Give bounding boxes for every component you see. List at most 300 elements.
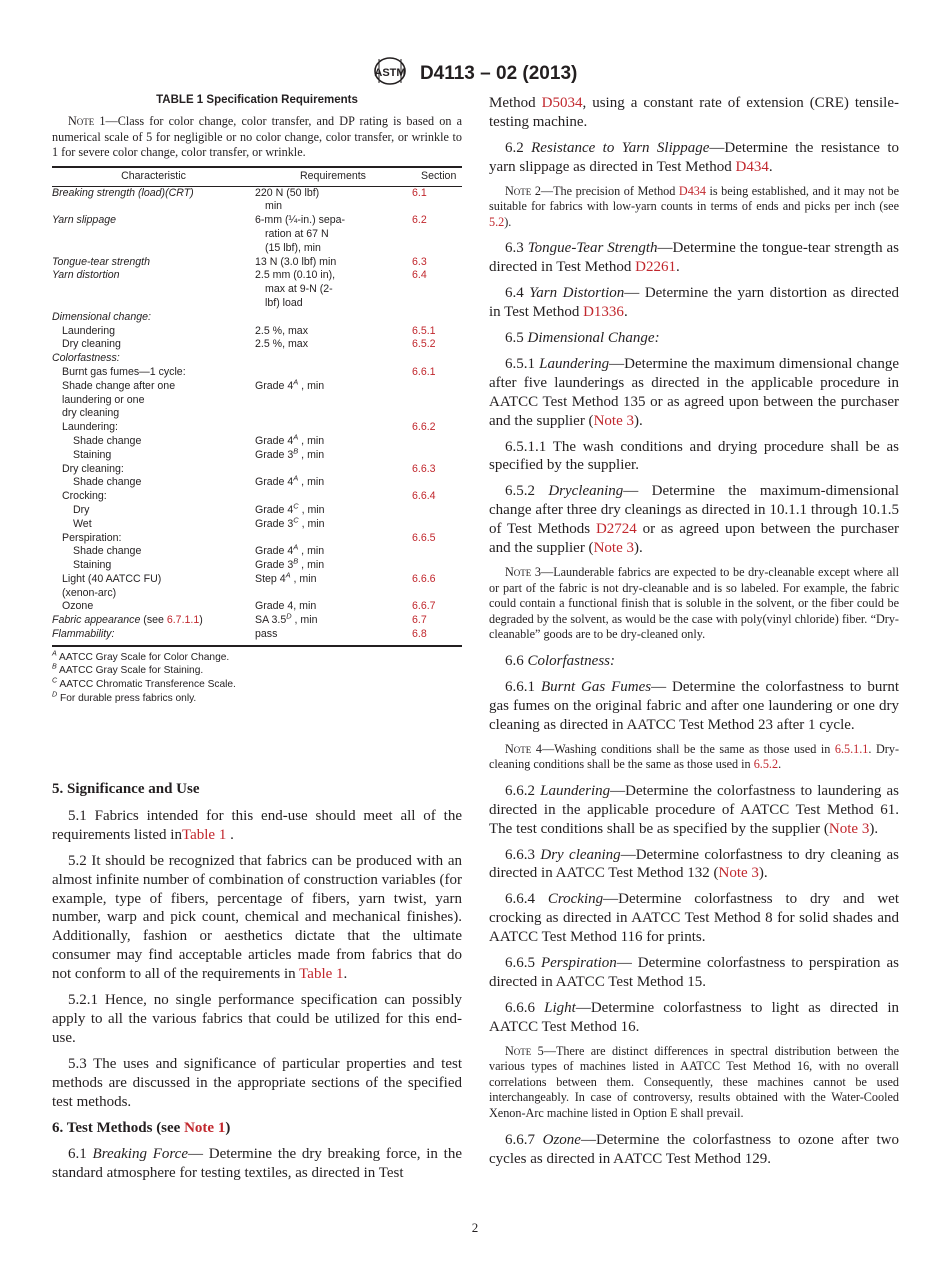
text-run: 6.6.7 [505,1131,543,1148]
body-paragraph [489,890,899,947]
text-run: Light [544,999,576,1016]
requirement-cell [255,421,411,435]
requirement-cell [255,432,411,449]
text-run: , min [298,448,325,461]
text-run: . [768,158,773,175]
requirement-cell [255,338,411,352]
text-run: Burnt gas fumes—1 cycle: [62,365,186,378]
cross-reference-link[interactable]: 6.5.2 [753,757,779,772]
text-run: Dimensional Change: [527,330,660,347]
text-run: SA 3.5 [255,614,287,627]
svg-text:ASTM: ASTM [374,67,406,79]
cross-reference-link[interactable]: D1336 [583,304,624,321]
text-run: Colorfastness: [527,652,616,669]
text-run: Shade change [73,434,142,447]
body-paragraph [489,94,899,132]
header-requirements: Requirements [300,169,366,182]
text-run: , min [290,572,317,585]
section-link [411,380,462,421]
text-run: Dry cleaning: [62,462,124,475]
text-run: , min [298,517,325,530]
body-paragraph [489,652,899,671]
designation: D4113 – 02 (2013) [419,63,578,84]
section-link [411,545,462,559]
footnote-marker: C [293,501,299,511]
text-run: , min [298,379,325,392]
characteristic-cell [52,421,255,435]
characteristic-cell [52,380,255,421]
body-paragraph [489,329,899,348]
text-run: 6.5.1 [505,355,540,372]
text-run: Grade 4 [255,434,294,447]
body-paragraph [52,991,462,1048]
text-run: Laundering [62,324,116,337]
section-link [411,352,462,366]
requirement-cell [255,570,411,601]
text-run: AATCC Chromatic Transference Scale. [57,679,236,691]
footnote-marker: A [293,473,299,483]
text-run: (see [140,614,167,627]
footnote-marker: B [293,446,299,456]
characteristic-cell [52,366,255,380]
text-run: ) [225,1119,231,1136]
text-run: Shade change [73,545,142,558]
requirement-cell [255,600,411,614]
text-run: Crocking: [62,490,107,503]
requirement-cell [255,352,411,366]
cross-reference-link[interactable]: Note 1 [184,1119,226,1136]
footnote-marker: B [293,556,299,566]
characteristic-cell [52,614,255,628]
text-run: Note [505,565,532,579]
requirement-cell [255,515,411,532]
text-run: , min [298,559,325,572]
text-run: 5.2 It should be recognized that fabrics can be produced with an almost infinite number of combination of construction variables (for example, type of fibers, percentage of fibers, yarn twist, yarn number, warp and pick count, chemical and mechanical finishes). Additionally, fashion or aesthetics dictate that the ultimate consumer may find acceptable articles made from fabrics that do not conform to all of the requirements in [52,852,462,983]
footnote-marker: A [293,432,299,442]
section-link [411,435,462,449]
characteristic-text [52,463,255,477]
section-link [411,449,462,463]
characteristic-cell [52,463,255,477]
footnote-marker: C [293,515,299,525]
table-footnotes [52,651,462,705]
section-link[interactable]: 6.6.6 [412,572,436,585]
text-run: Grade 4 [255,545,294,558]
characteristic-text [52,338,255,352]
text-run: 13 N (3.0 lbf) min [255,255,337,268]
text-run: Note [505,183,532,198]
table-row [52,504,462,518]
section-link[interactable]: 6.6.4 [412,490,436,503]
text-run: Yarn distortion [52,269,120,282]
characteristic-text [52,325,255,339]
table-row [52,628,462,646]
text-run: load [141,186,162,199]
body-paragraph [489,999,899,1037]
text-run: Grade 4, min [255,600,317,613]
text-run: Grade 4 [255,503,294,516]
text-run: , using a constant rate of extension (CRE) tensile-testing machine. [489,95,899,130]
text-run: 6.1 [68,1146,93,1163]
cross-reference-link[interactable]: D5034 [541,95,583,111]
characteristic-cell [52,435,255,449]
text-run: —Determine colorfastness to dry cleaning as directed in AATCC Test Method 132 ( [489,846,899,882]
text-run: Resistance to Yarn Slippage [531,139,710,156]
characteristic-text [52,518,255,532]
requirement-cell [255,377,411,421]
text-run: Grade 3 [255,517,294,530]
text-run: Crocking [547,891,604,908]
text-run: Drycleaning [548,483,624,500]
text-run: Tongue-Tear Strength [527,240,658,257]
characteristic-text [52,600,255,614]
text-run: Grade 4 [255,379,294,392]
text-run: , min [298,503,325,516]
requirement-cell [255,366,411,380]
text-run: 2.5 mm (0.10 in), max at 9-N (2- lbf) load [255,269,336,309]
text-run: —Determine colorfastness to light as directed in AATCC Test Method 16. [489,999,900,1035]
text-run: Laundering: [62,421,118,434]
text-run: 2—The precision of Method [531,183,679,198]
page-number: 2 [471,1220,479,1235]
text-run: 6.5.1.1 The wash conditions and drying procedure shall be as specified by the supplier. [489,438,899,474]
body-paragraph [489,482,899,558]
text-run: 5.2.1 Hence, no single performance specification can possibly apply to all the various fabrics that could be utilized for this end-use. [52,992,462,1046]
cross-reference-link[interactable]: Note 3 [718,865,759,882]
characteristic-cell [52,269,255,310]
text-run: 6.6.5 [505,955,541,972]
text-run: ). [633,412,643,429]
characteristic-cell [52,545,255,559]
text-run: 6.6.3 [505,846,541,863]
body-paragraph [489,954,899,992]
text-run: — Determine the colorfastness to burnt gas fumes on the original fabric and after one laundering or one dry cleaning as directed in AATCC Test Method 23 after 1 cycle. [489,678,900,733]
characteristic-cell [52,256,255,270]
text-run: 4—Washing conditions shall be the same as those used in [531,741,835,756]
characteristic-text [52,573,255,601]
requirement-cell [255,556,411,573]
characteristic-text [52,435,255,449]
table-row [52,338,462,352]
characteristic-cell [52,338,255,352]
text-run: 5.1 Fabrics intended for this end-use should meet all of the requirements listed in [52,807,462,843]
footnote-marker: D [52,690,58,699]
cross-reference-link[interactable]: D434 [735,158,769,175]
text-run: —Determine the colorfastness to ozone after two cycles as directed in AATCC Test Method 129. [489,1131,899,1167]
text-run: — Determine the yarn distortion as directed in Test Method [489,285,900,321]
header-section: Section [421,169,457,182]
text-run: )(CRT) [161,186,194,199]
table-row [52,186,462,214]
text-run: . [778,757,782,772]
characteristic-text [52,559,255,573]
text-run: 3—Launderable fabrics are expected to be dry-cleanable except where all or part of the fabric is not dry-cleanable and is so labeled. For example, the fabric could contain a functional finish that is soluble in the solvent, or the fiber could be degraded by the solvent, as would be the case with poly(vinyl chloride) fiber. “Dry-cleanable” goods are to be dry-cleaned only. [489,565,899,642]
characteristic-text [52,504,255,518]
body-paragraph [52,852,462,984]
text-run: Dry [73,503,90,516]
table-row [52,366,462,380]
text-run: ). [504,214,512,229]
body-paragraph [489,284,899,322]
cross-reference-link[interactable]: D2261 [635,259,676,276]
body-paragraph [489,355,899,431]
text-run: 6.2 [505,139,532,156]
section-link [411,504,462,518]
cross-reference-link[interactable]: 5.2 [489,214,505,229]
text-run: , min [298,545,325,558]
text-run: . [343,966,348,983]
section-link[interactable]: 6.6.1 [412,365,436,378]
table-1-block [52,94,462,705]
cross-reference-link[interactable]: Note 3 [828,820,870,837]
footnote-marker: A [52,649,57,658]
characteristic-text [52,476,255,490]
text-run: Grade 4 [255,476,294,489]
body-paragraph [489,782,899,839]
section-link[interactable]: 6.3 [412,255,427,268]
table-row [52,435,462,449]
text-run: Colorfastness: [52,352,120,365]
characteristic-text [52,269,255,283]
characteristic-text [52,256,255,270]
cross-reference-link[interactable]: Table 1 [181,826,227,843]
characteristic-cell [52,449,255,463]
characteristic-cell [52,573,255,601]
text-run: Tongue-tear strength [52,255,150,268]
characteristic-cell [52,311,255,325]
table-row [52,573,462,601]
section-link[interactable]: 6.6.2 [412,421,436,434]
table-row [52,256,462,270]
astm-logo-icon [373,56,407,92]
body-paragraph [489,846,899,884]
text-run: 6.4 [505,285,530,302]
text-run: ). [758,865,768,882]
text-run: Shade change after one laundering or one dry cleaning [62,379,176,420]
text-run: ). [633,540,643,557]
text-run: Shade change [73,476,142,489]
text-run: —Determine the colorfastness to laundering as directed in the applicable procedure of AATCC Test Method 61. The test conditions shall be as specified by the supplier ( [489,782,899,837]
characteristic-text [52,214,255,228]
requirement-cell [255,628,411,646]
characteristic-text [52,366,255,380]
text-run: Perspiration: [62,531,122,544]
section-link[interactable]: 6.7 [412,614,427,627]
footnote-marker: A [285,570,291,580]
text-run: . Dry-cleaning conditions shall be the same as those used in [489,741,899,772]
cross-reference-link[interactable]: 6.7.1.1 [166,614,200,627]
characteristic-cell [52,504,255,518]
characteristic-cell [52,532,255,546]
text-run: 6.6 [505,652,528,669]
text-run: , min [291,614,318,627]
table-header-row [52,167,462,186]
footnote-marker: C [52,676,58,685]
text-run: , min [298,476,325,489]
section-link[interactable]: 6.1 [412,186,427,199]
text-run: 6.6.2 [505,782,541,799]
table-row [52,463,462,477]
text-run: . [623,304,628,321]
text-run: 6.6.4 [505,891,548,908]
characteristic-cell [52,214,255,255]
table-footnote [52,651,462,665]
text-run: Staining [73,559,112,572]
text-run: 6.3 [505,240,528,257]
text-run: . [226,826,234,843]
requirement-cell [255,269,411,310]
text-run: 220 N (50 lbf) min [255,186,320,213]
characteristic-cell [52,325,255,339]
text-run: 6.6.6 [505,999,545,1016]
text-run: 6.6.1 [505,678,541,695]
table-row [52,269,462,310]
text-run: ). [869,820,879,837]
page-header [0,56,950,92]
section-link[interactable]: 6.6.3 [412,462,436,475]
requirement-cell [255,325,411,339]
right-column-text [489,94,899,1175]
table-row [52,214,462,255]
section-link[interactable]: 6.6.7 [412,600,436,613]
requirement-cell [255,214,411,255]
table-row [52,614,462,628]
table-row [52,600,462,614]
text-run: , min [298,434,325,447]
text-run: Breaking Force [92,1146,188,1163]
cross-reference-link[interactable]: Note 3 [593,412,634,429]
section-link[interactable]: 6.5.2 [412,338,436,351]
table-row [52,559,462,573]
section-link [411,476,462,490]
note-1 [52,114,462,161]
section-link[interactable]: 6.8 [412,628,427,641]
section-link[interactable]: 6.2 [412,214,427,227]
characteristic-text [52,490,255,504]
text-run: AATCC Gray Scale for Staining. [56,665,204,677]
cross-reference-link[interactable]: Note 3 [593,540,634,557]
text-run: 6. Test Methods [52,1119,153,1136]
body-paragraph [52,1145,462,1183]
text-run: Flammability: [52,628,115,641]
characteristic-text [52,380,255,421]
text-run: Ozone [62,600,94,613]
text-run: —Determine the resistance to yarn slippage as directed in Test Method [489,139,900,175]
text-run: Dry cleaning [540,846,621,863]
text-run: Laundering [540,782,611,799]
body-paragraph [489,678,899,735]
text-run: — Determine the maximum-dimensional change after three dry cleanings as directed in 10.1.1 through 10.1.5 of Test Methods [489,483,899,538]
characteristic-text [52,614,255,628]
specification-table [52,166,462,647]
footnote-marker: A [293,542,299,552]
section-link[interactable]: 6.5.1 [412,324,436,337]
text-run: Burnt Gas Fumes [540,678,652,695]
table-row [52,325,462,339]
text-run: AATCC Gray Scale for Color Change. [56,651,230,663]
text-run: Light (40 AATCC FU) (xenon-arc) [62,572,162,599]
characteristic-text [52,311,255,325]
footnote-marker: B [52,663,57,672]
cross-reference-link[interactable]: 6.5.1.1 [834,741,869,756]
requirement-cell [255,256,411,270]
requirement-cell [255,186,411,214]
text-run: For durable press fabrics only. [57,692,197,704]
section-link[interactable]: 6.6.5 [412,531,436,544]
table-row [52,380,462,421]
section-heading [52,780,462,799]
text-run: Staining [73,448,112,461]
cross-reference-link[interactable]: D434 [678,183,706,198]
characteristic-text [52,545,255,559]
text-run: 5—There are distinct differences in spectral distribution between the various types of machines listed in AATCC Test Method 16, with no overall correlations between them. Consequently, these machines cannot be used interchangeably. In case of controversy, results obtained with the Water-Cooled Xenon-Arc machine listed in Option E shall prevail. [489,1043,899,1121]
table-row [52,545,462,559]
header-characteristic: Characteristic [121,169,186,182]
requirement-cell [255,311,411,325]
characteristic-cell [52,476,255,490]
body-paragraph [52,807,462,845]
cross-reference-link[interactable]: D2724 [595,521,637,538]
text-run: —Determine colorfastness to dry and wet crocking as directed in AATCC Test Method 8 for solid shades and AATCC Test Method 116 for prints. [489,891,900,946]
text-run: 6.5 [505,330,528,347]
requirement-cell [255,446,411,463]
section-link [411,518,462,532]
text-run: Ozone [542,1131,581,1148]
table-title: TABLE 1 Specification Requirements [156,94,358,106]
text-run: 2.5 %, max [255,338,308,351]
characteristic-cell [52,518,255,532]
text-run: is being established, and it may not be suitable for fabrics with low-yarn counts in terms of ends and picks per inch (see [489,183,900,214]
text-run: Perspiration [540,955,617,972]
table-footnote [52,678,462,692]
requirement-cell [255,532,411,546]
text-run: ) [199,614,203,627]
table-row [52,421,462,435]
text-run: 6-mm (¼-in.) sepa- ration at 67 N (15 lbf), min [255,214,346,254]
text-run: Laundering [539,355,610,372]
table-row [52,352,462,366]
text-run: Yarn Distortion [529,285,625,302]
cross-reference-link[interactable]: Table 1 [299,966,344,983]
section-heading [52,1119,462,1138]
table-footnote [52,664,462,678]
text-run: Step 4 [255,572,286,585]
text-run: Grade 3 [255,559,294,572]
body-paragraph [489,1131,899,1169]
text-run: —Determine the maximum dimensional change after five launderings as directed in the applicable procedure in AATCC Test Method 135 or as agreed upon between the purchaser and the supplier ( [489,355,899,429]
text-run: Grade 3 [255,448,294,461]
body-paragraph [489,239,899,277]
characteristic-text [52,628,255,642]
text-run: . [675,259,680,276]
note-paragraph [489,742,899,773]
text-run: Yarn slippage [52,214,116,227]
table-footnote [52,692,462,706]
characteristic-text [52,449,255,463]
requirement-cell [255,611,411,628]
body-paragraph [489,139,899,177]
left-column-text [52,780,462,1190]
table-row [52,449,462,463]
text-run: Breaking strength ( [52,186,142,199]
section-link[interactable]: 6.4 [412,269,427,282]
requirement-cell [255,542,411,559]
body-paragraph [52,1055,462,1112]
footnote-marker: D [286,611,292,621]
text-run: 2.5 %, max [255,324,308,337]
requirement-cell [255,501,411,518]
text-run: Fabric appearance [52,614,141,627]
